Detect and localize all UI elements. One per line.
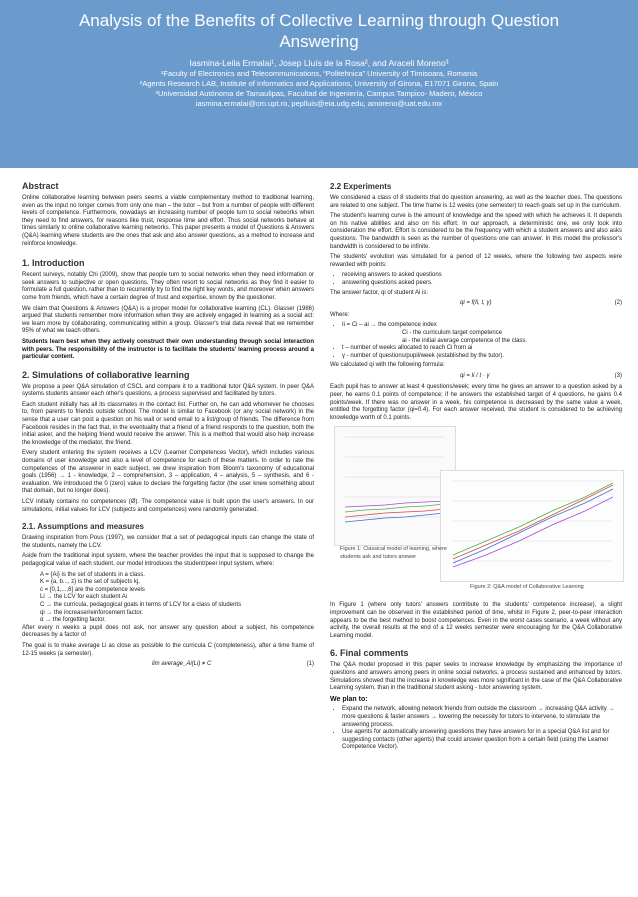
exp-p6: Each pupil has to answer at least 4 questions/week; every time he gives an answer to a question asked by a peer, he earns 0.1 points of competence; if he answers the established target of 4 questions, he gains 0.4 points/week. If there was no answer in a week, his competence is decreased by the same value a week, entitled the forgetting factor (qi=0.4). For each answer received, the student is considered to be achieving knowledge worth of 0.1 points. bbox=[330, 384, 622, 421]
equation-3 bbox=[330, 373, 622, 381]
exp-p4: The answer factor, qi of student Ai is: bbox=[330, 289, 429, 296]
affiliation-2: ²Agents Research LAB, Institute of Informatics and Applications, University of Girona, E17071 Girona, Spain bbox=[139, 79, 499, 88]
reward-item-2: • answering questions asked peers. bbox=[342, 280, 622, 288]
where-list bbox=[342, 322, 622, 360]
where-item-1: • Ii = Ci – ai → the competence index bbox=[342, 322, 622, 330]
figure-2-series bbox=[453, 497, 613, 567]
figures bbox=[330, 426, 622, 598]
exp-p2: The student's learning curve is the amount of knowledge and the speed with which he achieves it. It depends on his native abilities and also on his effort. In our approach, a deterministic one, we only took into consideration the effort. Effort is considered to be the frequency with which a student answers and also asks questions. The bandwidth is seen as the number of questions one can answer. In this model the professor's bandwidth is considered to be infinite. bbox=[330, 213, 622, 250]
sim-heading: 2. Simulations of collaborative learning bbox=[22, 369, 190, 380]
plan-list bbox=[342, 706, 622, 752]
abstract-text: Online collaborative learning between peers seems a viable complementary method to traditional learning, even as the input no longer comes from only one man – the tutor – but from a number of people with different levels of competence. Furthermore, nowadays an increasing number of people turn to social networks when they need to find answers, for reasons like trust, response time and effort. Thus social networks behave at times similarly to online collaborative learning networks. This paper presents a model of Questions & Answers (Q&A) learning where students are the ones that ask and also answer questions, as a method to increase and reinforce knowledge. bbox=[22, 195, 314, 247]
def-6: qi → the increase/reinforcement factor. bbox=[40, 609, 144, 616]
left-column bbox=[22, 178, 314, 673]
where-label: Where: bbox=[330, 311, 350, 318]
assump-p4: The goal is to make average Li as close as possible to the curricula C (completeness), after a time frame of 12-15 weeks (a semester). bbox=[22, 642, 314, 657]
intro-p3: Students learn best when they actively construct their own understanding through social interaction with peers. The responsibility of the instructor is to facilitate the students' learning process around a particular content. bbox=[22, 338, 314, 361]
affiliation-1: ¹Faculty of Electronics and Telecommunications, “Politehnica” University of Timisoara, Romania bbox=[160, 69, 478, 78]
emails: iasmina.ermalai@cm.upt.ro, peplluis@eia.udg.edu, amoreno@uat.edu.mx bbox=[195, 99, 443, 108]
exp-p7: In Figure 1 (where only tutors' answers contribute to the students' competence increase), a slight improvement can be observed in the established period of time, whilst in Figure 2, peer-to-peer interaction appears to be the best method to boost competences. Even in the worst cases scenario, a week without any activity, the overall results at the end of a 12 weeks semester were encouraging for the Q&A Collaborative Learning model. bbox=[330, 602, 622, 639]
plan-item-2: • Use agents for automatically answering questions they have answers for in a special Q&A list and for suggesting contacts (other agents) that could answer question from a certain field (using the Learner Competence Vector). bbox=[342, 729, 622, 752]
plan-label: We plan to: bbox=[330, 695, 368, 703]
equation-3-body: qi = Ii / t · γ bbox=[460, 372, 490, 379]
figure-1-chart bbox=[334, 426, 456, 546]
assump-p3: After every n weeks a pupil does not ask, nor answer any question about a subject, his competence decreases by a factor of bbox=[22, 624, 314, 639]
def-7: α → the forgetting factor. bbox=[40, 617, 106, 624]
equation-2 bbox=[330, 300, 622, 308]
equation-1-number: (1) bbox=[306, 661, 314, 668]
figure-2-series bbox=[453, 485, 613, 559]
exp-p1: We considered a class of 8 students that do question answering, as well as the teacher does. The questions are related to one subject. The time frame is 12 weeks (one semester) to reach goals set up in the curriculum. bbox=[330, 195, 622, 209]
figure-1-caption: Figure 1: Classical model of learning, where students ask and tutors answer bbox=[340, 546, 447, 561]
exp-p5: We calculated qi with the following formula: bbox=[330, 362, 445, 369]
intro-p1: Recent surveys, notably Chi (2009), show that people turn to social networks when they need information or seek answers to subjective or open questions. They often resort to social networks as they find it easier to formulate a full question, rather than to recurrently try to find the right key words, and moreover when answers come from friends, which have a certain degree of trust and expertise, known by the questioner. bbox=[22, 272, 314, 301]
assump-heading: 2.1. Assumptions and measures bbox=[22, 522, 144, 532]
plan-item-1: • Expand the network, allowing network friends from outside the classroom → increasing Q&A activity → more questions & faster answers → lowering the necessity for tutors to intervene, to stimulate the answering process. bbox=[342, 706, 622, 729]
sim-p4: LCV initially contains no competences (Ø). The competence value is built upon the user's answers. In our simulations, initial values for LCV (subjects and competences) were randomly generated. bbox=[22, 499, 314, 513]
reward-item-1: • receiving answers to asked questions bbox=[342, 272, 622, 280]
definitions-list bbox=[22, 572, 314, 625]
exp-heading: 2.2 Experiments bbox=[330, 182, 392, 191]
sim-p1: We propose a peer Q&A simulation of CSCL and compare it to a traditional tutor Q&A system. In peer Q&A systems students answer each other's questions, a process supervised and facilitated by tutors. bbox=[22, 383, 314, 398]
def-4: Li → the LCV for each student Ai bbox=[40, 594, 128, 601]
final-p1: The Q&A model proposed in this paper seeks to increase knowledge by emphasizing the importance of questions and answers among peers in online social networks, a process sustained and enhanced by tutors. Simulations showed that the increase in knowledge was more significant in the case of the Q&A Collaborative Learning system, than in the traditional student asking - tutor answering system. bbox=[330, 662, 622, 692]
final-heading: 6. Final comments bbox=[330, 648, 409, 659]
exp-p3: The students' evolution was simulated for a period of 12 weeks, where the following two aspects were rewarded with points: bbox=[330, 254, 622, 268]
where-item-2: Ci - the curriculum target competence bbox=[402, 329, 503, 336]
right-column bbox=[330, 178, 622, 754]
intro-p2: We claim that Questions & Answers (Q&A) is a proper model for collaborative learning (CL). Glasser (1986) argued that students remember more information when they are actively engaged in learning as a social act: we learn more by collaborating, communicating within a group. Glasser's trial data reveal that we remember 95% of what we teach others. bbox=[22, 305, 314, 335]
def-5: C → the curricula, pedagogical goals in terms of LCV for a class of students bbox=[40, 601, 242, 608]
figure-1-series bbox=[345, 513, 445, 522]
reward-list bbox=[342, 272, 622, 287]
where-item-5: • γ - number of questions/pupil/week (established by the tutor). bbox=[342, 353, 622, 361]
equation-1-body: lim average_Ai(Li) ≠ C bbox=[152, 661, 212, 668]
equation-2-body: qi = f(Ii, t, γ) bbox=[460, 300, 492, 307]
equation-2-number: (2) bbox=[614, 300, 622, 307]
def-3: c = [0,1,...,6] are the competence levels bbox=[40, 586, 145, 593]
where-item-3: ai - the initial average competence of the class. bbox=[402, 337, 528, 344]
where-item-4: • t – number of weeks allocated to reach Ci from ai bbox=[342, 345, 622, 353]
intro-heading: 1. Introduction bbox=[22, 258, 85, 269]
def-1: A = {Ai} is the set of students in a class. bbox=[40, 571, 145, 578]
poster-title: Analysis of the Benefits of Collective Learning through Question Answering bbox=[78, 11, 560, 51]
def-2: K = {a, b..., z} is the set of subjects kj, bbox=[40, 579, 140, 586]
abstract-heading: Abstract bbox=[22, 181, 59, 191]
figure-2-series bbox=[453, 489, 613, 563]
assump-p1: Drawing inspiration from Pous (1997), we consider that a set of pedagogical inputs can change the state of the students, namely the LCV. bbox=[22, 535, 314, 549]
figure-1-gridlines bbox=[345, 437, 445, 517]
poster-header bbox=[0, 0, 638, 168]
equation-3-number: (3) bbox=[614, 372, 622, 379]
figure-2-series bbox=[453, 483, 613, 555]
sim-p2: Each student initially has all its classmates in the contact list. Further on, he can add whomever he chooses to, from parents to friends outside school. The model is similar to Facebook (or any social network) in the sense that a user can post a question on his wall or send email to a list/group of friends. The difference from Facebook resides in the fact that, in the eventuality that a friend of a friend responds to the question, both the initial asker, and the helping friend would receive the answer. This is a method that would also help increase the knowledge of the mediator, the friend. bbox=[22, 401, 314, 446]
authors: Iasmina-Leila Ermalai¹, Josep Lluís de la Rosa², and Araceli Moreno³ bbox=[189, 58, 449, 68]
sim-p3: Every student entering the system receives a LCV (Learner Competences Vector), which includes various domains of user knowledge and also a level of competence for each of these matters. In order to rate the competences of the answerer in each subject, we drew inspiration from Bloom's taxonomy of educational goals (1956) → 1 - knowledge, 2 – comprehension, 3 – application, 4 – analysis, 5 – synthesis, and 6 - evaluation. We introduced the 0 (zero) value to declare the forgetting factor (the user knew something about that domain, but no longer does). bbox=[22, 450, 314, 495]
figure-2-caption: Figure 2: Q&A model of Collaborative Learning bbox=[470, 584, 584, 591]
affiliation-3: ³Universidad Autónoma de Tamaulipas, Facultad de Ingeniería, Campus Tampico- Madero, México bbox=[155, 89, 483, 98]
assump-p2: Aside from the traditional input system, where the teacher provides the input that is supposed to change the pedagogical value of each student, our model introduces the student/peer input system, where: bbox=[22, 553, 314, 567]
equation-1 bbox=[22, 661, 314, 669]
figure-1-series bbox=[345, 501, 445, 507]
figure-2-chart bbox=[440, 470, 624, 582]
